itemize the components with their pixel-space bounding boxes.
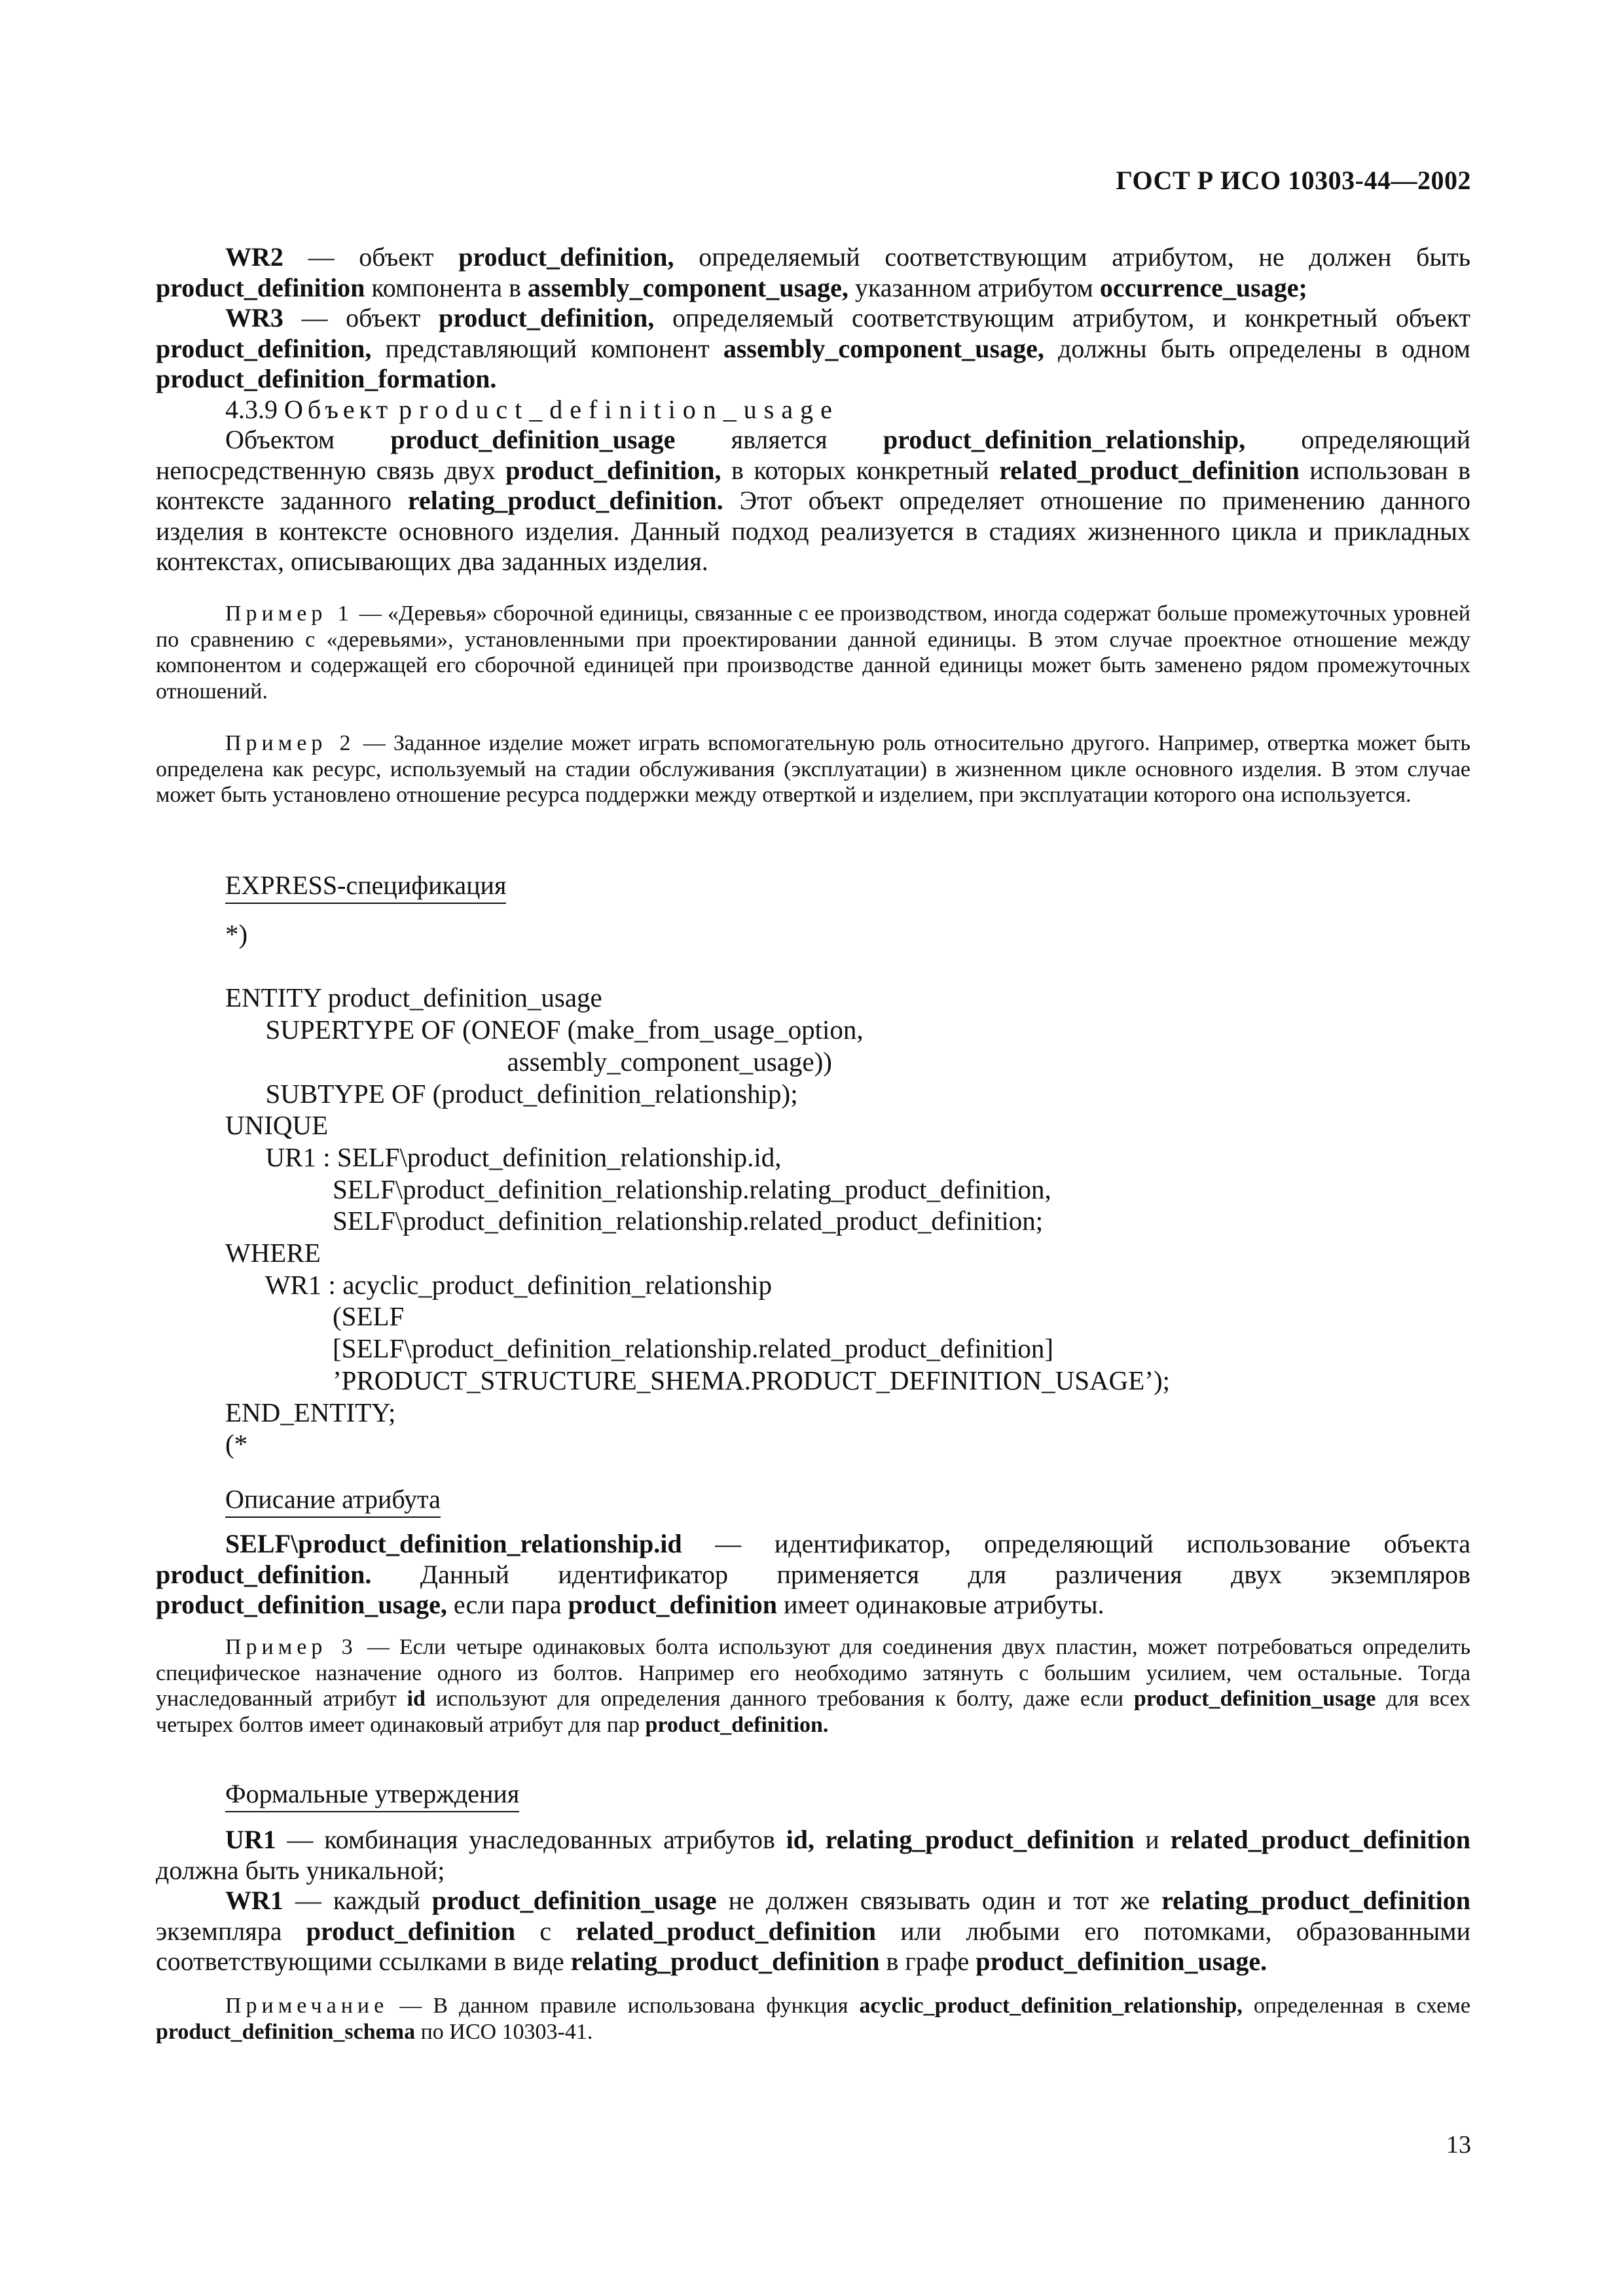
paragraph-wr3: WR3 — объект product_definition, определяемый соответствующим атрибутом, и конкретный объект product_definition, представляющий компонент assembly_component_usage, должны быть определены в одном product_definition_formation. [156,303,1470,393]
express-code [225,918,1469,1460]
express-code-line: assembly_component_usage)) [225,1046,832,1077]
paragraph-ur1: UR1 — комбинация унаследованных атрибутов id, relating_product_definition и related_product_definition должна быть уникальной; [156,1825,1470,1885]
express-code-line: SUPERTYPE OF (ONEOF (make_from_usage_option, [225,1014,864,1045]
express-code-line: ’PRODUCT_STRUCTURE_SHEMA.PRODUCT_DEFINITION_USAGE’); [225,1365,1171,1395]
example-1: Пример 1 — «Деревья» сборочной единицы, связанные с ее производством, иногда содержат больше промежуточных уровней по сравнению с «деревьями», установленными при проектировании данной единицы. В этом случае проектное отношение между компонентом и содержащей его сборочной единицей при производстве данной единицы может быть заменено рядом промежуточных отношений. [156,601,1470,704]
express-code-line [225,950,1469,982]
express-code-line: (SELF [225,1301,405,1332]
express-code-line: UR1 : SELF\product_definition_relationship.id, [225,1141,782,1172]
express-code-line: SELF\product_definition_relationship.relating_product_definition, [225,1174,1051,1204]
express-code-line: [SELF\product_definition_relationship.related_product_definition] [225,1333,1054,1364]
example-2: Пример 2 — Заданное изделие может играть вспомогательную роль относительно другого. Например, отвертка может быть определена как ресурс, используемый на стадии обслуживания (эксплуатации) в жизненном цикле основного изделия. В этом случае может быть установлено отношение ресурса поддержки между отверткой и изделием, при эксплуатации которого она используется. [156,731,1470,807]
express-code-line: (* [225,1429,248,1460]
formal-title: Формальные утверждения [225,1779,519,1812]
express-title: EXPRESS-спецификация [225,870,506,904]
paragraph-wr1: WR1 — каждый product_definition_usage не должен связывать один и тот же relating_product_definition экземпляра product_definition с related_product_definition или любыми его потомками, образованными соответствующими ссылками в виде relating_product_definition в графе product_definition_usage. [156,1886,1470,1976]
paragraph-intro: Объектом product_definition_usage является product_definition_relationship, определяющий непосредственную связь двух product_definition, в которых конкретный related_product_definition использован в контексте заданного relating_product_definition. Этот объект определяет отношение по применению данного изделия в контексте основного изделия. Данный подход реализуется в стадиях жизненного цикла и прикладных контекстах, описывающих два заданных изделия. [156,425,1471,576]
paragraph-wr2: WR2 — объект product_definition, определяемый соответствующим атрибутом, не должен быть product_definition компонента в assembly_component_usage, указанном атрибутом occurrence_usage; [156,242,1470,302]
express-code-line: SELF\product_definition_relationship.related_product_definition; [225,1206,1044,1236]
express-code-line: WR1 : acyclic_product_definition_relationship [225,1269,772,1300]
section-heading: 4.3.9 Объект product_definition_usage [225,394,839,424]
express-code-line: *) [225,919,248,949]
attribute-description: SELF\product_definition_relationship.id — идентификатор, определяющий использование объекта product_definition. Данный идентификатор применяется для различения двух экземпляров product_definition_usage, если пара product_definition имеет одинаковые атрибуты. [156,1529,1470,1619]
standard-header: ГОСТ Р ИСО 10303-44—2002 [1116,166,1471,195]
express-code-line: ENTITY product_definition_usage [225,982,602,1013]
rules-block [156,242,1470,577]
express-code-line: UNIQUE [225,1110,329,1141]
page-number: 13 [1446,2131,1471,2159]
express-code-line: WHERE [225,1238,321,1268]
example-3: Пример 3 — Если четыре одинаковых болта используют для соединения двух пластин, может потребоваться определить специфическое назначение одного из болтов. Например его необходимо затянуть с большим усилием, чем остальные. Тогда унаследованный атрибут id используют для определения данного требования к болту, даже если product_definition_usage для всех четырех болтов имеет одинаковый атрибут для пар product_definition. [156,1635,1470,1737]
express-code-line: END_ENTITY; [225,1397,396,1427]
formal-statements [156,1825,1470,1977]
express-code-line: SUBTYPE OF (product_definition_relationship); [225,1078,798,1109]
attribute-title: Описание атрибута [225,1484,441,1518]
remark: Примечание — В данном правиле использована функция acyclic_product_definition_relationship, определенная в схеме product_definition_schema по ИСО 10303-41. [156,1994,1470,2044]
